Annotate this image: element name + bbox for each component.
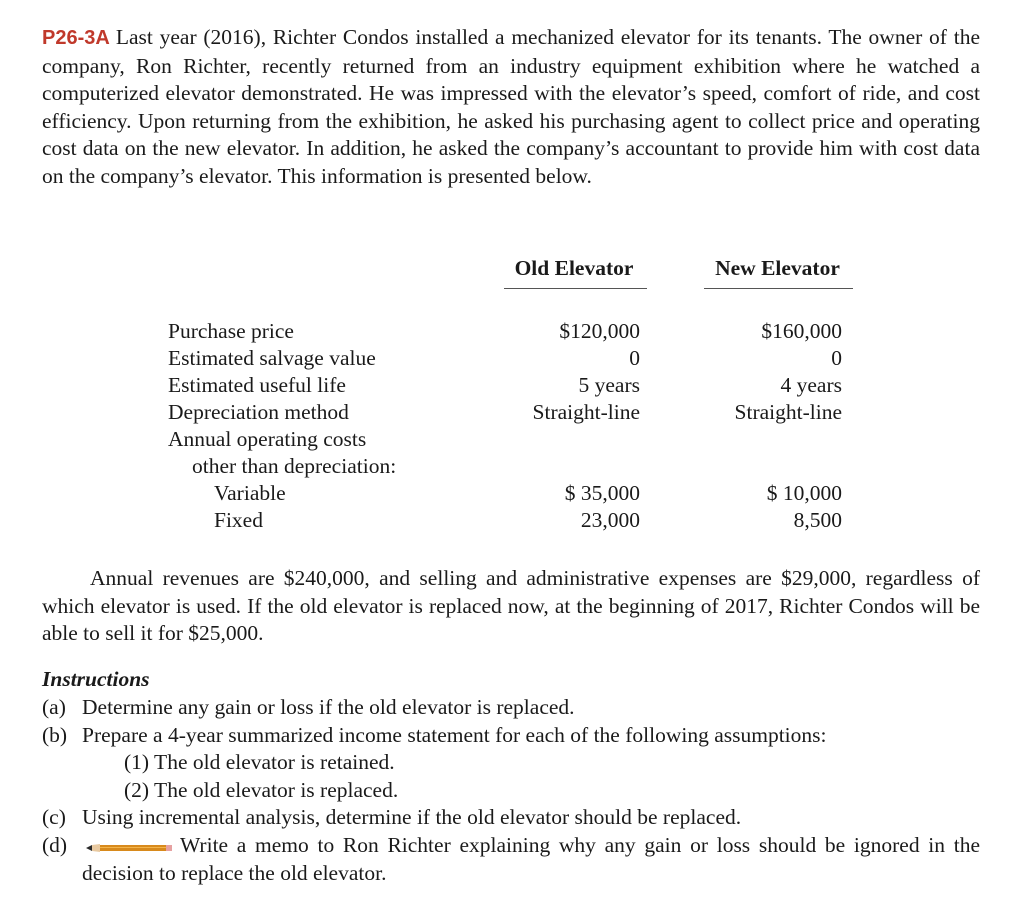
instruction-b [42,722,980,750]
new-fixed-cost: 8,500 [793,508,842,532]
new-salvage-value: 0 [831,346,842,370]
row-label-depreciation-method: Depreciation method [168,400,349,424]
new-depreciation-method: Straight-line [734,400,842,424]
old-variable-cost: $ 35,000 [564,481,640,505]
problem-number: P26-3A [42,27,110,49]
old-fixed-cost: 23,000 [580,508,640,532]
instruction-d-label: (d) [42,832,68,857]
instruction-c-text: Using incremental analysis, determine if the old elevator should be replaced. [82,805,742,829]
instruction-c-label: (c) [42,805,66,829]
problem-intro [42,24,980,190]
old-salvage-value: 0 [629,346,640,370]
instruction-b1: (1) The old elevator is retained. [124,750,395,774]
instruction-d-text: Write a memo to Ron Richter explaining why any gain or loss should be ignored in the decision to replace the old elevator. [82,832,980,886]
new-useful-life: 4 years [780,373,842,397]
row-label-other-than-depreciation: other than depreciation: [192,454,397,478]
old-purchase-price: $120,000 [559,319,640,343]
row-label-salvage-value: Estimated salvage value [168,346,376,370]
header-old-elevator: Old Elevator [514,256,634,280]
old-depreciation-method: Straight-line [532,400,640,424]
header-new-underline [704,288,853,289]
instruction-c [42,804,980,832]
row-label-variable: Variable [214,481,286,505]
instruction-b-text: Prepare a 4-year summarized income statement for each of the following assumptions: [82,722,827,747]
instruction-b2: (2) The old elevator is replaced. [124,777,399,802]
instructions-list [42,694,980,888]
instruction-b-label: (b) [42,722,68,747]
header-old-underline [504,288,647,289]
instruction-a [42,694,980,722]
instructions-title: Instructions [42,667,150,691]
revenue-paragraph-text: Annual revenues are $240,000, and selling and administrative expenses are $29,000, regardless of which elevator is used. If the old elevator is replaced now, at the beginning of 2017, Richter Condos will be able to sell it for $25,000. [42,566,980,645]
elevator-data-table [42,256,980,532]
row-label-purchase-price: Purchase price [168,319,294,343]
row-label-useful-life: Estimated useful life [168,373,346,397]
old-useful-life: 5 years [578,373,640,397]
row-label-annual-operating-costs: Annual operating costs [168,427,367,451]
instruction-a-text: Determine any gain or loss if the old elevator is replaced. [82,695,575,719]
row-label-fixed: Fixed [214,508,263,532]
revenue-paragraph [42,565,980,648]
header-new-elevator: New Elevator [715,256,840,280]
new-purchase-price: $160,000 [761,319,842,343]
intro-text: Last year (2016), Richter Condos installed a mechanized elevator for its tenants. The owner of the company, Ron Richter, recently returned from an industry equipment exhibition where he watched a computerized elevator demonstrated. He was impressed with the elevator’s speed, comfort of ride, and cost efficiency. Upon returning from the exhibition, he asked his purchasing agent to collect price and operating cost data on the new elevator. In addition, he asked the company’s accountant to provide him with cost data on the company’s elevator. This information is presented below. [42,25,980,188]
pencil-icon [86,833,174,861]
problem-page [42,24,980,886]
instruction-a-label: (a) [42,695,66,719]
instruction-d [42,832,980,888]
new-variable-cost: $ 10,000 [766,481,842,505]
